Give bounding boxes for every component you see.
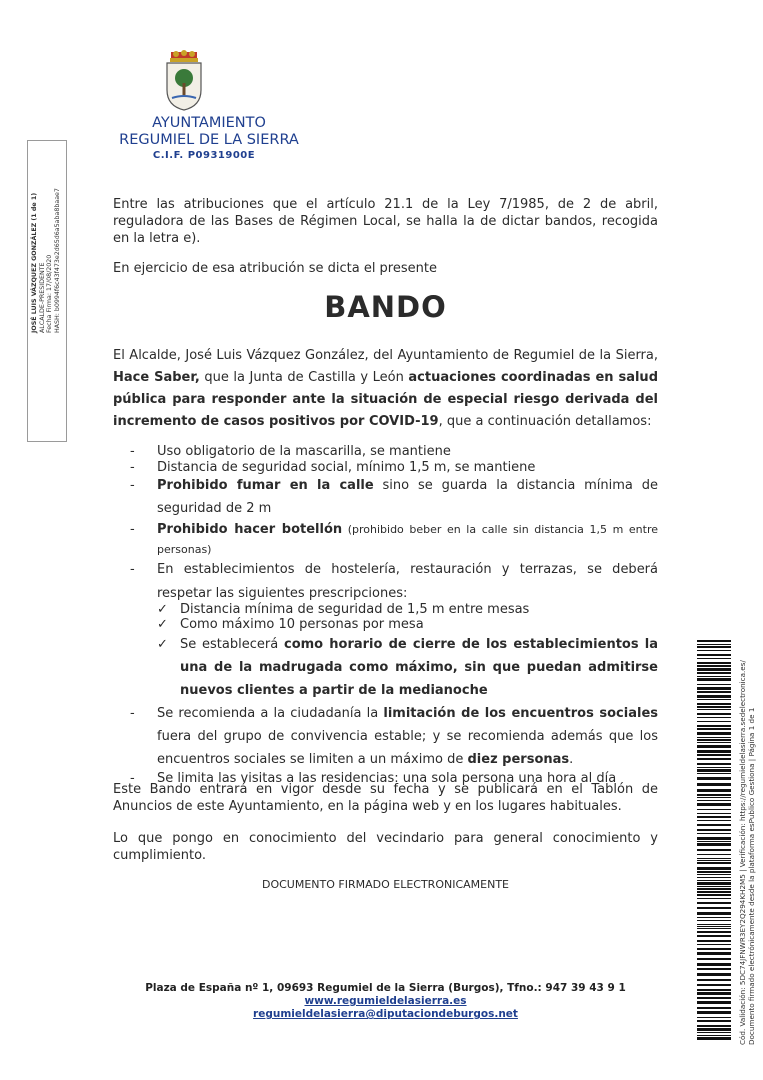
check-icon: ✓ — [157, 602, 168, 617]
barcode-bar — [697, 794, 731, 796]
barcode-bar — [697, 917, 731, 918]
barcode-bar — [697, 737, 731, 738]
barcode-bar — [697, 920, 731, 921]
announcement-bold: actuaciones coordinadas en salud pública para responder ante la situación de especial riesgo derivada del incremento de casos positivos por COVID-19 — [113, 370, 658, 429]
barcode-bar — [697, 672, 731, 674]
sub-measure-tables: Distancia mínima de seguridad de 1,5 m entre mesas — [180, 602, 530, 617]
sub-item — [130, 633, 658, 702]
barcode-bar — [697, 684, 731, 685]
barcode-bar — [697, 944, 731, 945]
barcode-bar — [697, 894, 731, 896]
signer-role: ALCALDE-PRESIDENTE — [38, 262, 46, 333]
signature-hash: HASH: b0994f6c43f473e2d65d6a5aba8baae7 — [53, 188, 61, 333]
intro-sentence: En ejercicio de esa atribución se dicta el presente — [113, 261, 437, 276]
barcode-bar — [697, 813, 731, 814]
announcement-paragraph — [113, 345, 658, 433]
barcode-bar — [697, 935, 731, 937]
barcode-bar — [697, 952, 731, 955]
barcode-bar — [697, 891, 731, 893]
measures-list — [130, 444, 658, 787]
closing-sentence: Lo que pongo en conocimiento del vecindario para general conocimiento y cumplimiento. — [113, 831, 658, 863]
signature-stamp — [27, 140, 67, 442]
measure-hospitality: En establecimientos de hostelería, restauración y terrazas, se deberá respetar las siguientes prescripciones: — [157, 562, 658, 601]
email-link[interactable]: regumieldelasierra@diputaciondeburgos.net — [253, 1008, 518, 1020]
list-item: - Prohibido fumar en la calle sino se guarda la distancia mínima de seguridad de 2 m — [130, 478, 658, 516]
barcode-bar — [697, 837, 731, 840]
barcode-bar — [697, 979, 731, 981]
barcode-bar — [697, 1017, 731, 1018]
hace-saber: Hace Saber, — [113, 370, 200, 385]
closing-paragraph: Este Bando entrará en vigor desde su fecha y se publicará en el Tablón de Anuncios de este Ayuntamiento, en la página web y en los lugares habituales. — [113, 782, 658, 814]
intro-paragraph: Entre las atribuciones que el artículo 21.1 de la Ley 7/1985, de 2 de abril, reguladora de las Bases de Régimen Local, se halla la de dictar bandos, recogida en la letra e). — [113, 197, 658, 246]
barcode-bar — [697, 789, 731, 792]
barcode-bar — [697, 668, 731, 671]
barcode-bar — [697, 742, 731, 743]
barcode-bar — [697, 758, 731, 760]
barcode-bar — [697, 940, 731, 942]
barcode-bar — [697, 926, 731, 927]
barcode-bar — [697, 745, 731, 748]
ayuntamiento-label: AYUNTAMIENTO — [152, 115, 266, 131]
verification-text — [738, 625, 756, 1045]
barcode-bar — [697, 973, 731, 976]
barcode-bar — [697, 989, 731, 991]
announcement-tail: , que a continuación detallamos: — [438, 414, 652, 429]
town-name: REGUMIEL DE LA SIERRA — [119, 132, 299, 148]
barcode-bar — [697, 1032, 731, 1033]
barcode-bar — [697, 699, 731, 700]
barcode-bar — [697, 803, 731, 806]
list-item: - En establecimientos de hostelería, restauración y terrazas, se deberá respetar las siguientes prescripciones: — [130, 562, 658, 601]
barcode-bar — [697, 644, 731, 645]
barcode-bar — [697, 1025, 731, 1027]
barcode-bar — [697, 721, 731, 722]
check-icon: ✓ — [157, 637, 168, 652]
signature-date: Fecha Firma: 17/08/2020 — [46, 254, 53, 333]
barcode-bar — [697, 797, 731, 798]
barcode-bar — [697, 703, 731, 705]
barcode-bar — [697, 640, 731, 642]
list-item: - Prohibido hacer botellón (prohibido beber en la calle sin distancia 1,5 m entre personas) — [130, 522, 658, 556]
barcode-bar — [697, 880, 731, 881]
barcode-bar — [697, 662, 731, 664]
barcode-bar — [697, 992, 731, 995]
barcode-bar — [697, 820, 731, 821]
measure-residences: Se limita las visitas a las residencias: una sola persona una hora al día — [157, 771, 617, 786]
website-link[interactable]: www.regumieldelasierra.es — [304, 995, 467, 1007]
barcode-bar — [697, 773, 731, 774]
barcode-bar — [697, 650, 731, 651]
barcode-bar — [697, 1011, 731, 1014]
barcode-bar — [697, 824, 731, 826]
measure-social-pre: Se recomienda a la ciudadanía la — [157, 706, 384, 721]
barcode-bar — [697, 739, 731, 741]
barcode-bar — [697, 717, 731, 718]
cif-number: C.I.F. P0931900E — [152, 150, 256, 161]
list-item: - Distancia de seguridad social, mínimo 1,5 m, se mantiene — [130, 460, 536, 475]
measure-smoking-rest: sino se guarda la distancia mínima de seguridad de 2 m — [157, 478, 658, 516]
barcode-bar — [697, 763, 731, 765]
list-item: - Se limita las visitas a las residencias: una sola persona una hora al día — [130, 771, 617, 786]
barcode-bar — [697, 706, 731, 708]
barcode-bar — [697, 968, 731, 970]
signed-notice: DOCUMENTO FIRMADO ELECTRONICAMENTE — [261, 878, 509, 891]
barcode-bar — [697, 1037, 731, 1040]
barcode-bar — [697, 687, 731, 690]
measure-botellon-note: (prohibido beber en la calle sin distancia 1,5 m entre personas) — [157, 523, 658, 556]
measure-social-bold: limitación de los encuentros sociales — [383, 706, 658, 721]
barcode-bar — [697, 867, 731, 870]
barcode-bar — [697, 646, 731, 648]
barcode-bar — [697, 924, 731, 925]
list-item: - Se recomienda a la ciudadanía la limitación de los encuentros sociales fuera del grupo de convivencia estable; y se recomienda además que los encuentros sociales se limiten a un máximo de diez personas. — [130, 706, 658, 767]
barcode-bar — [697, 1035, 731, 1036]
barcode-bar — [697, 841, 731, 842]
barcode-bar — [697, 958, 731, 960]
barcode-bar — [697, 691, 731, 693]
signer-name: JOSÉ LUIS VÁZQUEZ GONZÁLEZ (1 de 1) — [31, 192, 38, 333]
announcement-mid: que la Junta de Castilla y León — [199, 370, 409, 385]
barcode-bar — [697, 898, 731, 899]
barcode-bar — [697, 871, 731, 873]
measure-social-max: diez personas — [467, 752, 570, 767]
barcode-bar — [697, 725, 731, 727]
barcode-bar — [697, 849, 731, 851]
coat-of-arms-icon — [163, 50, 205, 112]
barcode-bar — [697, 658, 731, 659]
barcode-bar — [697, 754, 731, 756]
barcode-bar — [697, 997, 731, 999]
barcode-bar — [697, 874, 731, 875]
sub-measure-closing-pre: Se establecerá — [180, 637, 284, 652]
barcode-bar — [697, 858, 731, 859]
barcode-bar — [697, 750, 731, 753]
barcode-bar — [697, 843, 731, 846]
barcode-bar — [697, 886, 731, 887]
measure-botellon-bold: Prohibido hacer botellón — [157, 522, 343, 537]
barcode-bar — [697, 928, 731, 929]
measure-social-mid: fuera del grupo de convivencia estable; y se recomienda además que los encuentros sociales se limiten a un máximo de — [157, 729, 658, 767]
document-title: BANDO — [324, 290, 447, 324]
sub-item — [130, 602, 658, 617]
barcode-bar — [697, 713, 731, 715]
barcode-bar — [697, 854, 731, 855]
barcode-bar — [697, 809, 731, 810]
barcode-bar — [697, 948, 731, 950]
barcode-bar — [697, 984, 731, 986]
barcode-bar — [697, 767, 731, 768]
sub-measure-closing-bold: como horario de cierre de los establecimientos la una de la madrugada como máximo, sin que puedan admitirse nuevos clientes a partir de la medianoche — [180, 637, 658, 698]
barcode-bar — [697, 912, 731, 915]
check-icon: ✓ — [157, 617, 168, 632]
barcode-bar — [697, 963, 731, 966]
validation-code: Cód. Validación: 5DC74JFNWR3EY2Q294KH2M5 | Verificación: https://regumieldelasierra.sedelectronica.es/ — [738, 660, 747, 1045]
sub-measure-people: Como máximo 10 personas por mesa — [180, 617, 424, 632]
barcode-bar — [697, 1020, 731, 1022]
measure-distance: Distancia de seguridad social, mínimo 1,5 m, se mantiene — [157, 460, 536, 475]
barcode-bar — [697, 907, 731, 909]
barcode-bar — [697, 829, 731, 831]
barcode-bar — [697, 877, 731, 878]
list-item: - Uso obligatorio de la mascarilla, se mantiene — [130, 444, 451, 459]
barcode-bar — [697, 709, 731, 710]
barcode-bar — [697, 654, 731, 656]
barcode — [697, 640, 731, 1040]
barcode-bar — [697, 769, 731, 772]
measure-smoking-bold: Prohibido fumar en la calle — [157, 478, 374, 493]
barcode-bar — [697, 862, 731, 864]
barcode-bar — [697, 833, 731, 834]
barcode-bar — [697, 816, 731, 818]
barcode-bar — [697, 902, 731, 904]
barcode-bar — [697, 888, 731, 890]
barcode-bar — [697, 783, 731, 786]
barcode-bar — [697, 1001, 731, 1004]
barcode-bar — [697, 678, 731, 681]
barcode-bar — [697, 665, 731, 667]
barcode-bar — [697, 728, 731, 730]
barcode-bar — [697, 777, 731, 780]
barcode-bar — [697, 1028, 731, 1031]
barcode-bar — [697, 931, 731, 933]
barcode-bar — [697, 800, 731, 801]
barcode-bar — [697, 732, 731, 735]
barcode-bar — [697, 676, 731, 677]
barcode-bar — [697, 860, 731, 861]
measure-mask: Uso obligatorio de la mascarilla, se mantiene — [157, 444, 451, 459]
barcode-bar — [697, 1007, 731, 1009]
footer-address: Plaza de España nº 1, 09693 Regumiel de la Sierra (Burgos), Tfno.: 947 39 43 9 1 — [145, 982, 626, 994]
municipality-name — [104, 115, 314, 149]
signature-platform: Documento firmado electrónicamente desde la plataforma esPublico Gestiona | Página 1 de 1 — [747, 707, 756, 1045]
barcode-bar — [697, 695, 731, 698]
barcode-bar — [697, 882, 731, 885]
announcement-lead: El Alcalde, José Luis Vázquez González, del Ayuntamiento de Regumiel de la Sierra, — [113, 348, 658, 363]
sub-item — [130, 617, 658, 633]
